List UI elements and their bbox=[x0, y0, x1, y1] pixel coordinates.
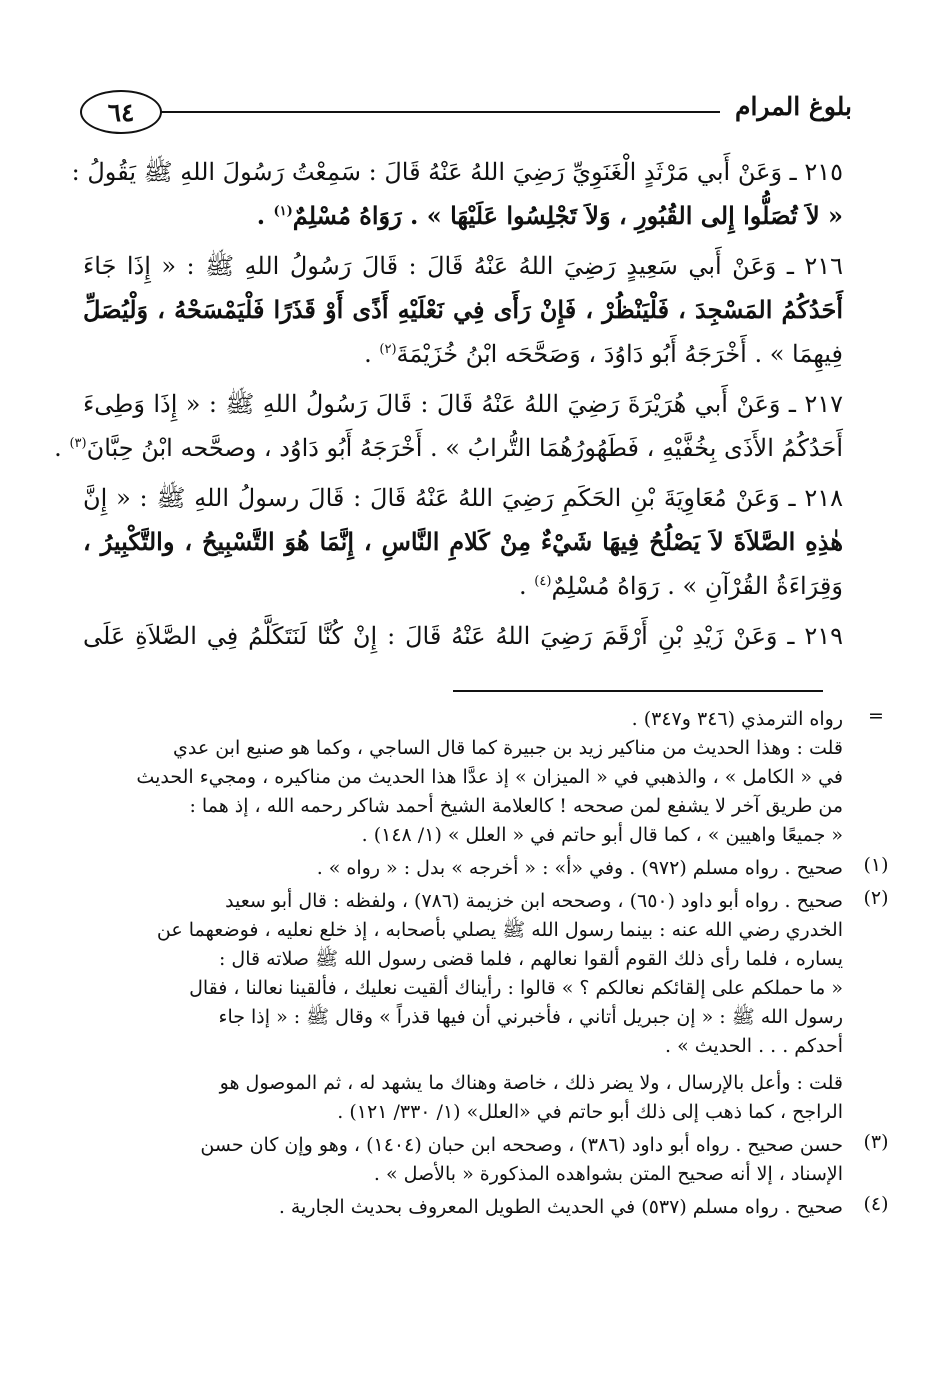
hadith-215 bbox=[71, 150, 843, 238]
footnote-line: في « الكامل » ، والذهبي في « الميزان » إذ عدَّا هذا الحديث من مناكيره ، ومجيء الحديث bbox=[136, 766, 843, 788]
footnote-line: « ما حملكم على إلقائكم نعالكم ؟ » قالوا : رأيناك ألقيت نعليك ، فألقينا نعالنا ، فقال bbox=[189, 977, 843, 999]
footnote-line: حسن صحيح . رواه أبو داود (٣٨٦) ، وصححه ابن حبان (١٤٠٤) ، وهو وإن كان حسن bbox=[200, 1134, 843, 1156]
footnote-line: رسول الله ﷺ : « إن جبريل أتاني ، فأخبرني أن فيها قذراً » وقال ﷺ : « إذا جاء bbox=[218, 1006, 843, 1028]
hadith-line: فِيهِمَا » . أَخْرَجَهُ أَبُو دَاوُدَ ، وَصَحَّحَه ابْنُ خُزَيْمَةَ$^{(٢)}$ . bbox=[364, 340, 843, 368]
footnote-line: الراجح ، كما ذهب إلى ذلك أبو حاتم في «العلل» (١/ ٣٣٠/ ١٢١) . bbox=[337, 1101, 843, 1123]
footnote-separator bbox=[453, 690, 823, 692]
footnote-mark: (١) bbox=[863, 854, 889, 876]
hadith-line-text: « لاَ تُصَلُّوا إِلى القُبُورِ ، وَلاَ تَجْلِسُوا عَلَيْهَا » . رَوَاهُ مُسْلِمٌ bbox=[292, 201, 843, 230]
hadith-line: ٢١٥ ـ وَعَنْ أَبي مَرْثَدٍ الْغَنَوِيِّ رَضِيَ اللهُ عَنْهُ قَالَ : سَمِعْتُ رَسُولَ اللهِ ﷺ يَقُولُ : bbox=[71, 158, 843, 186]
header-rule bbox=[160, 111, 720, 113]
footnote-line: أحدكم . . . الحديث » . bbox=[665, 1035, 843, 1057]
book-title: بلوغ المرام bbox=[734, 92, 852, 121]
hadith-line-text: أَحَدُكُمُ الأَذَى بِخُفَّيْهِ ، فَطَهُورُهُمَا التُّرابُ » . أَخْرَجَهُ أَبُو دَاوُد ، وصحَّحه ابْنُ حِبَّانَ bbox=[86, 434, 843, 462]
footnote-line: « جميعًا واهيين » ، كما قال أبو حاتم في « العلل » (١/ ١٤٨) . bbox=[361, 824, 843, 846]
footnote-mark: (٣) bbox=[863, 1131, 889, 1153]
footnote-4 bbox=[83, 1193, 889, 1222]
footnote-mark: (٤) bbox=[863, 1193, 889, 1215]
footnote-line: صحيح . رواه أبو داود (٦٥٠) ، وصححه ابن خزيمة (٧٨٦) ، ولفظه : قال أبو سعيد bbox=[225, 890, 843, 912]
hadith-216 bbox=[83, 244, 843, 376]
hadith-line: ٢١٩ ـ وَعَنْ زَيْدِ بْنِ أَرْقَمَ رَضِيَ اللهُ عَنْهُ قَالَ : إِنْ كُنَّا لَنَتَكَلَّمُ فِي الصَّلاَةِ عَلَى bbox=[83, 622, 843, 650]
hadith-line: أَحَدُكُمُ الأَذَى بِخُفَّيْهِ ، فَطَهُورُهُمَا التُّرابُ » . أَخْرَجَهُ أَبُو دَاوُد ، وصحَّحه ابْنُ حِبَّانَ$^{(٣)}$ . bbox=[54, 434, 843, 462]
hadith-line-text: وَقِرَاءَةُ القُرْآنِ » . رَوَاهُ مُسْلِمٌ bbox=[551, 572, 843, 600]
footnote-mark: (٢) bbox=[863, 887, 889, 909]
footnote-1 bbox=[83, 854, 889, 883]
hadith-line: ٢١٧ ـ وَعَنْ أَبي هُرَيْرَةَ رَضِيَ اللهُ عَنْهُ قَالَ : قَالَ رَسُولُ اللهِ ﷺ : « إِذَا وَطِىءَ bbox=[83, 390, 843, 418]
hadith-line: هٰذِهِ الصَّلاَةَ لاَ يَصْلُحُ فِيهَا شَيْءٌ مِنْ كَلامِ النَّاسِ ، إِنَّمَا هُوَ التَّسْبِيحُ ، والتَّكْبِيرُ ، bbox=[83, 527, 843, 556]
hadith-217 bbox=[54, 382, 843, 470]
footnote-3 bbox=[83, 1131, 889, 1189]
hadith-line: ٢١٨ ـ وَعَنْ مُعَاوِيَةَ بْنِ الحَكَمِ رَضِيَ اللهُ عَنْهُ قَالَ : قَالَ رسولُ اللهِ ﷺ : « إِنَّ bbox=[83, 484, 843, 512]
footnote-continuation bbox=[83, 705, 884, 850]
footnote-line: قلت : وهذا الحديث من مناكير زيد بن جبيرة كما قال الساجي ، وكما هو صنيع ابن عدي bbox=[172, 737, 843, 759]
footnote-line: قلت : وأعل بالإرسال ، ولا يضر ذلك ، خاصة وهناك ما يشهد له ، ثم الموصول هو bbox=[219, 1072, 843, 1094]
hadith-line: أَحَدُكُمُ المَسْجِدَ ، فَلْيَنْظُرْ ، فَإِنْ رَأَى فِي نَعْلَيْهِ أَذًى أَوْ قَذَرًا فَلْيَمْسَحْهُ ، وَلْيُصَلِّ bbox=[83, 295, 843, 324]
footnote-2 bbox=[83, 887, 889, 1127]
hadith-line-text: فِيهِمَا » . أَخْرَجَهُ أَبُو دَاوُدَ ، وَصَحَّحَه ابْنُ خُزَيْمَةَ bbox=[396, 340, 843, 368]
footnote-line: رواه الترمذي (٣٤٦ و٣٤٧) . bbox=[631, 708, 843, 730]
footnote-ref: (٢) bbox=[379, 342, 397, 357]
spacer bbox=[83, 1061, 843, 1069]
page-header bbox=[60, 78, 870, 138]
hadith-text bbox=[54, 150, 843, 664]
footnote-line: صحيح . رواه مسلم (٥٣٧) في الحديث الطويل المعروف بحديث الجارية . bbox=[278, 1196, 843, 1218]
footnote-mark: = bbox=[868, 705, 884, 727]
footnotes bbox=[83, 705, 889, 1226]
page-number-oval bbox=[80, 90, 162, 134]
footnote-ref: (٤) bbox=[534, 574, 552, 589]
footnote-ref: (٣) bbox=[69, 436, 87, 451]
page-number: ٦٤ bbox=[107, 97, 135, 127]
hadith-line: ٢١٦ ـ وَعَنْ أَبي سَعِيدٍ رَضِيَ اللهُ عَنْهُ قَالَ : قَالَ رَسُولُ اللهِ ﷺ : « إِذَا جَاءَ bbox=[83, 252, 843, 280]
hadith-line: وَقِرَاءَةُ القُرْآنِ » . رَوَاهُ مُسْلِمٌ$^{(٤)}$ . bbox=[519, 572, 843, 600]
footnote-line: الخدري رضي الله عنه : بينما رسول الله ﷺ يصلي بأصحابه ، إذ خلع نعليه ، فوضعهما عن bbox=[156, 919, 843, 941]
hadith-218 bbox=[83, 476, 843, 608]
hadith-line: « لاَ تُصَلُّوا إِلى القُبُورِ ، وَلاَ تَجْلِسُوا عَلَيْهَا » . رَوَاهُ مُسْلِمٌ$^{(١)}$ . bbox=[256, 201, 843, 230]
footnote-ref: (١) bbox=[273, 204, 293, 219]
footnote-line: من طريق آخر لا يشفع لمن صححه ! كالعلامة الشيخ أحمد شاكر رحمه الله ، إذ هما : bbox=[189, 795, 843, 817]
hadith-219 bbox=[83, 614, 843, 658]
footnote-line: الإسناد ، إلا أنه صحيح المتن بشواهده المذكورة « بالأصل » . bbox=[373, 1163, 843, 1185]
footnote-line: صحيح . رواه مسلم (٩٧٢) . وفي «أ» : « أخرجه » بدل : « رواه » . bbox=[316, 857, 843, 879]
footnote-line: يساره ، فلما رأى ذلك القوم ألقوا نعالهم ، فلما قضى رسول الله ﷺ صلاته قال : bbox=[218, 948, 843, 970]
